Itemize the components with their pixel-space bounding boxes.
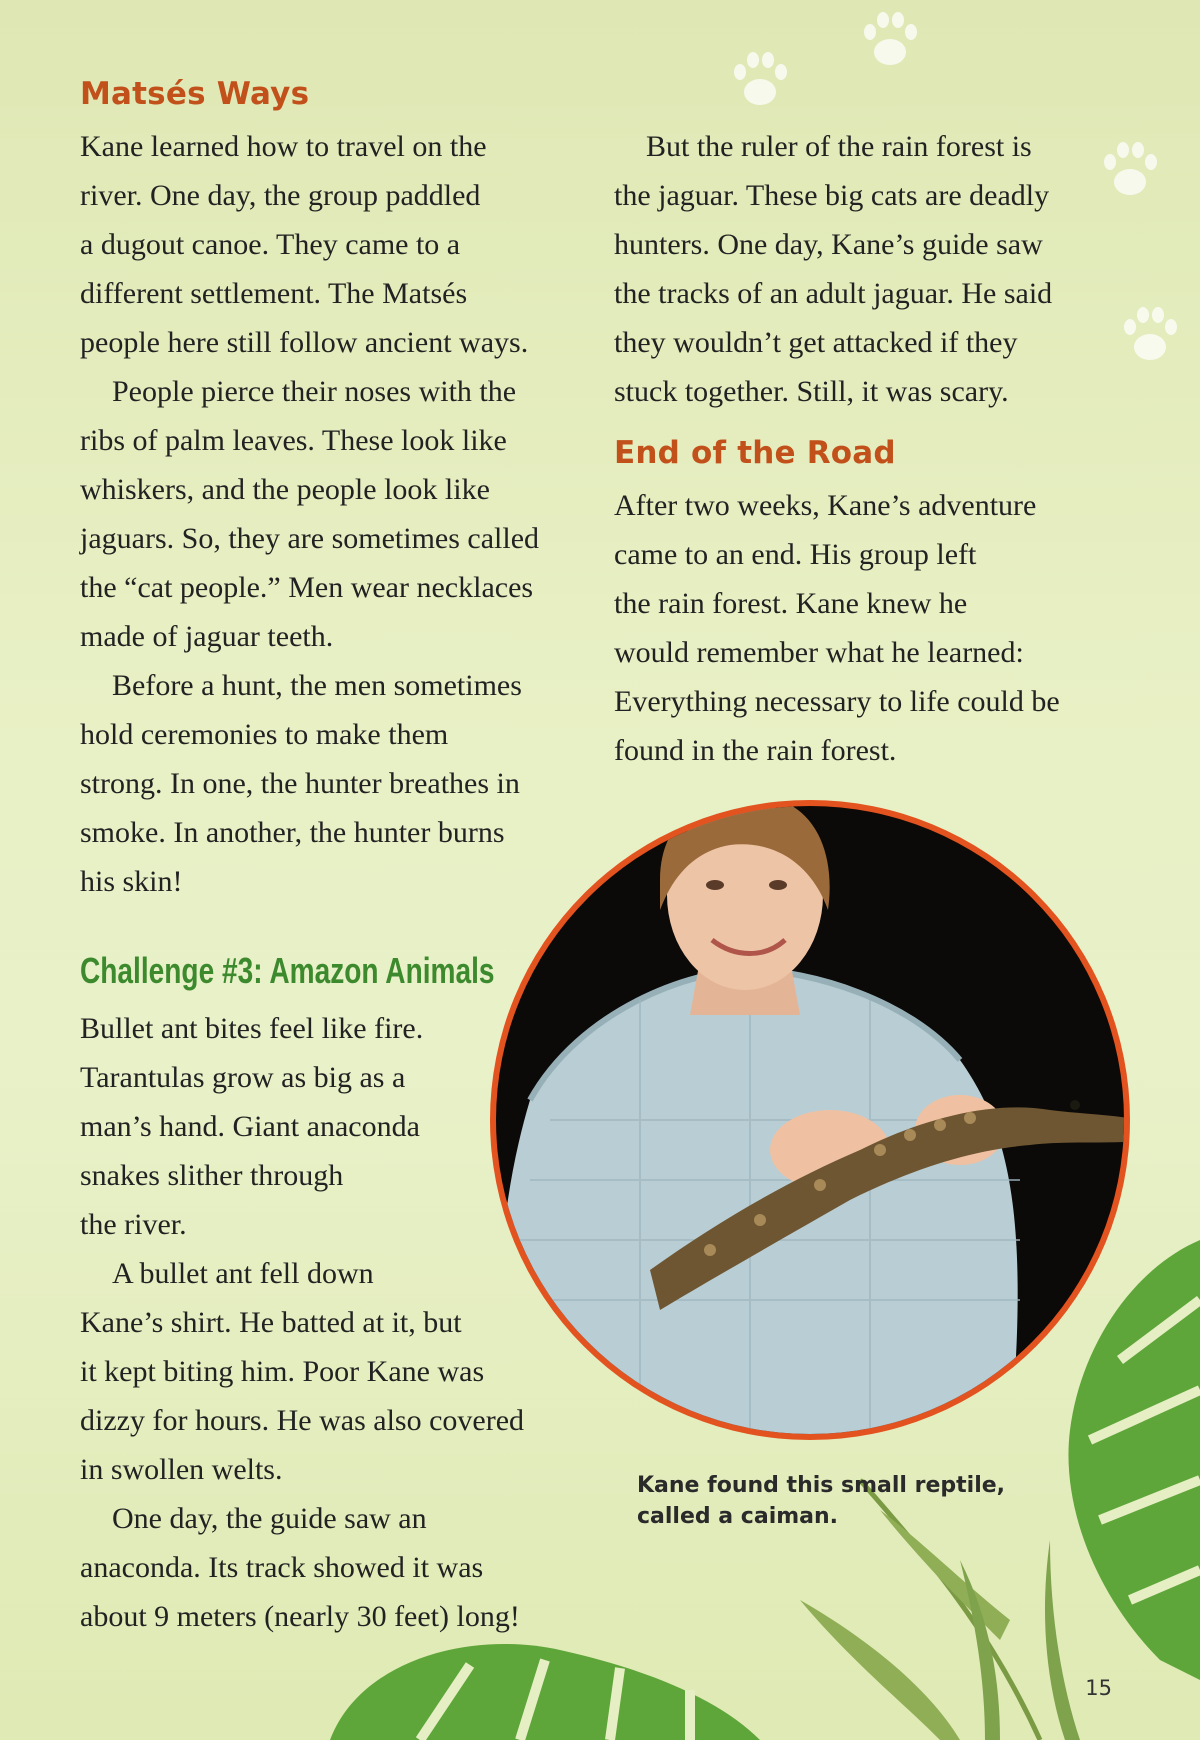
text-line: in swollen welts. [80,1453,283,1486]
text-line: made of jaguar teeth. [80,620,334,653]
paragraph-amazon-animals [80,1004,524,1641]
section-heading-end-of-road: End of the Road [614,435,896,471]
text-line: people here still follow ancient ways. [80,326,529,359]
text-line: about 9 meters (nearly 30 feet) long! [80,1600,520,1633]
text-line: Kane learned how to travel on the [80,130,487,163]
text-line: man’s hand. Giant anaconda [80,1110,420,1143]
text-line: came to an end. His group left [614,538,977,571]
text-line: Kane’s shirt. He batted at it, but [80,1306,462,1339]
text-line: river. One day, the group paddled [80,179,481,212]
text-line: People pierce their noses with the [112,375,517,408]
text-line: dizzy for hours. He was also covered [80,1404,525,1437]
text-line: Everything necessary to life could be [614,685,1060,718]
text-line: Before a hunt, the men sometimes [112,669,522,702]
photo-caption [637,1470,1005,1532]
text-line: After two weeks, Kane’s adventure [614,489,1037,522]
text-line: the jaguar. These big cats are deadly [614,179,1050,212]
text-line: his skin! [80,865,183,898]
text-line: A bullet ant fell down [112,1257,374,1290]
text-line: the “cat people.” Men wear necklaces [80,571,534,604]
text-line: it kept biting him. Poor Kane was [80,1355,485,1388]
text-line: ribs of palm leaves. These look like [80,424,507,457]
text-line: anaconda. Its track showed it was [80,1551,484,1584]
text-line: different settlement. The Matsés [80,277,468,310]
text-line: would remember what he learned: [614,636,1024,669]
text-line: hunters. One day, Kane’s guide saw [614,228,1043,261]
text-line: the rain forest. Kane knew he [614,587,968,620]
challenge-heading: Challenge #3: Amazon Animals [80,950,495,991]
text-line: the river. [80,1208,187,1241]
text-line: hold ceremonies to make them [80,718,449,751]
text-line: whiskers, and the people look like [80,473,490,506]
page-number: 15 [1085,1676,1112,1700]
caiman-photo [490,800,1160,1440]
text-line: Bullet ant bites feel like fire. [80,1012,424,1045]
text-line: snakes slither through [80,1159,344,1192]
text-line: found in the rain forest. [614,734,897,767]
text-line: One day, the guide saw an [112,1502,427,1535]
text-line: Tarantulas grow as big as a [80,1061,406,1094]
text-line: the tracks of an adult jaguar. He said [614,277,1053,310]
paragraph-jaguar [614,122,1052,416]
text-line: smoke. In another, the hunter burns [80,816,505,849]
text-line: jaguars. So, they are sometimes called [80,522,540,555]
text-line: stuck together. Still, it was scary. [614,375,1009,408]
text-line: a dugout canoe. They came to a [80,228,461,261]
section-heading-matses-ways: Matsés Ways [80,76,310,112]
paragraph-end-of-road [614,481,1060,775]
text-line: they wouldn’t get attacked if they [614,326,1018,359]
caption-line: Kane found this small reptile, [637,1473,1006,1498]
text-line: But the ruler of the rain forest is [646,130,1032,163]
text-line: strong. In one, the hunter breathes in [80,767,520,800]
caption-line: called a caiman. [637,1504,839,1529]
paragraph-matses-1 [80,122,539,906]
